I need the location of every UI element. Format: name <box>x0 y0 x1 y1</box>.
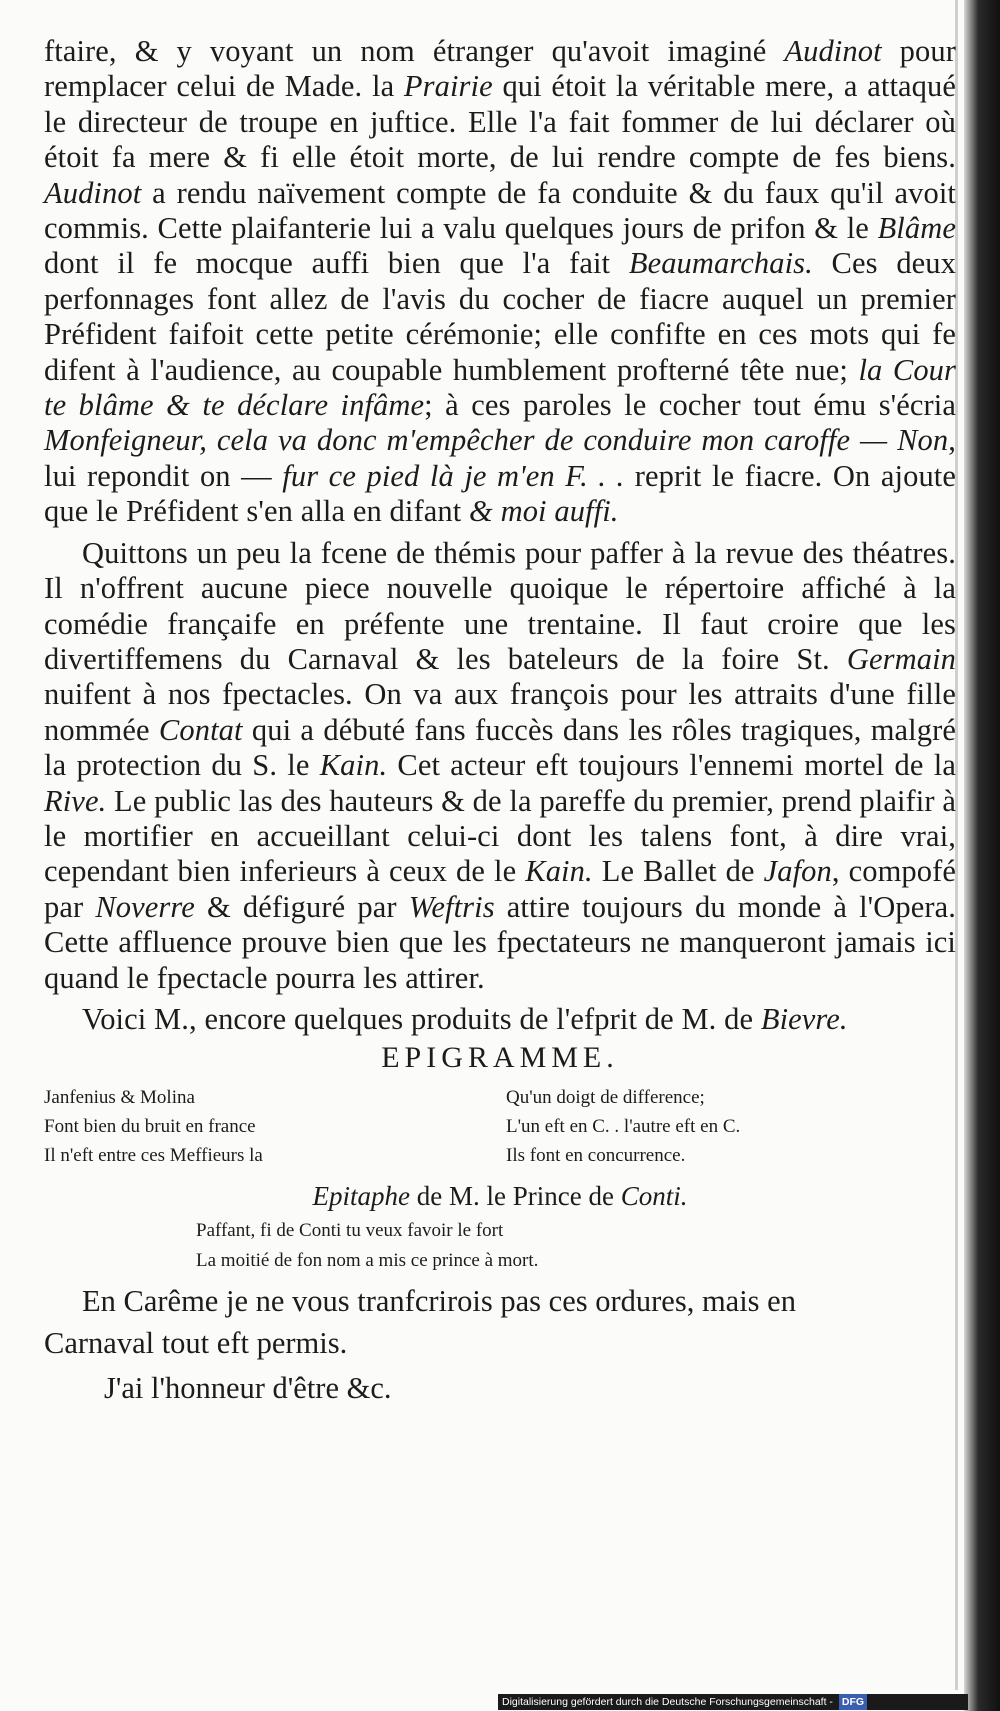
text-run: Cet acteur eft toujours l'ennemi mortel de la <box>387 748 956 783</box>
epigram-title: EPIGRAMME. <box>381 1041 619 1075</box>
text-run: pour remplacer celui de Made. la <box>44 34 956 104</box>
text-run: Quittons un peu la fcene de thémis pour paffer à la revue des théatres. Il n'offrent aucune piece nouvelle quoique le répertoire affiché à la comédie françaife en préfente une trentaine. Il faut croire que les divertiffemens du Carnaval & les bateleurs de la foire St. <box>44 535 956 676</box>
italic-quote: la Cour te blâme & te déclare infâme <box>44 352 956 423</box>
text-run: , compofé par <box>44 854 956 924</box>
text-run: Ces deux perfonnages font allez de l'avis du cocher de fiacre auquel un premier Préfident faifoit cette petite cérémonie; elle confifte en ces mots qui fe difent à l'audience, au coupable humblement profterné tête nue; <box>44 246 957 387</box>
italic-name: Kain. <box>525 854 593 889</box>
text-run: a rendu naïvement compte de fa conduite & du faux qu'il avoit commis. Cette plaifanterie lui a valu quelques jours de prifon & le <box>44 175 956 246</box>
italic-name: Contat <box>158 712 243 747</box>
italic-name: Audinot <box>44 175 142 210</box>
italic-quote: & moi auffi. <box>469 494 619 529</box>
footer-text: Digitalisierung gefördert durch die Deutsche Forschungsgemeinschaft - <box>502 1696 833 1708</box>
text-run: Conti. <box>620 1181 688 1212</box>
text-run: attire toujours du monde à l'Opera. Cette affluence prouve bien que les fpectateurs ne manqueront jamais ici quand le fpectacle pourra les attirer. <box>44 889 956 995</box>
verse-line: La moitié de fon nom a mis ce prince à mort. <box>196 1250 539 1272</box>
verse-line: Janfenius & Molina <box>44 1087 195 1109</box>
verse-line: Ils font en concurrence. <box>506 1145 686 1167</box>
text-run: qui étoit la véritable mere, a attaqué le directeur de troupe en juftice. Elle l'a fait fommer de lui déclarer où étoit fa mere & fi elle étoit morte, de lui rendre compte de fes biens. <box>44 69 956 175</box>
intro-line <box>44 1002 956 1037</box>
verse-line: Qu'un doigt de difference; <box>506 1087 705 1109</box>
text-run: nuifent à nos fpectacles. On va aux françois pour les attraits d'une fille nommée <box>44 677 956 747</box>
italic-name: Blâme <box>877 211 956 246</box>
italic-name: Weftris <box>408 889 495 924</box>
paragraph-theatres <box>44 536 956 996</box>
italic-name: Audinot <box>784 34 882 68</box>
dfg-logo: DFG <box>839 1694 867 1710</box>
epitaph-title <box>44 1176 956 1216</box>
italic-name: Beaumarchais. <box>628 246 813 281</box>
epitaph-body <box>196 1216 956 1276</box>
verse-line: L'un eft en C. . l'autre eft en C. <box>506 1116 741 1138</box>
text-run: Le public las des hauteurs & de la pareffe du premier, prend plaifir à le mortifier en accueillant celui-ci dont les talens font, à dire vrai, cependant bien inferieurs à ceux de le <box>44 783 956 889</box>
italic-name: Prairie <box>403 69 493 104</box>
epigram-right-column <box>506 1083 906 1170</box>
digitization-footer <box>498 1694 968 1710</box>
text-run: qui a débuté fans fuccès dans les rôles tragiques, malgré la protection du S. le <box>44 712 956 783</box>
epigram-body <box>44 1083 956 1170</box>
text-run: reprit le fiacre. On ajoute que le Préfident s'en alla en difant <box>44 458 957 529</box>
text-run: Epitaphe <box>312 1181 411 1212</box>
verse-line: Il n'eft entre ces Meffieurs la <box>44 1145 263 1167</box>
signoff: J'ai l'honneur d'être &c. <box>104 1371 392 1406</box>
page-binding-edge <box>964 0 1000 1711</box>
closing-line-1: En Carême je ne vous tranfcrirois pas ces ordures, mais en <box>82 1284 796 1319</box>
italic-name: Kain. <box>319 748 388 783</box>
italic-name: Jafon <box>763 854 832 889</box>
epigram-left-column <box>44 1083 506 1170</box>
text-run: ; à ces paroles le cocher tout ému s'écria <box>424 388 957 423</box>
verse-line: Font bien du bruit en france <box>44 1116 256 1138</box>
text-run: dont il fe mocque auffi bien que l'a fait <box>44 246 629 281</box>
document-page <box>44 34 956 1410</box>
text-run: de M. le Prince de <box>410 1181 621 1212</box>
text-run: Voici M., encore quelques produits de l'efprit de M. de <box>82 1001 761 1036</box>
text-run: Le Ballet de <box>592 854 764 889</box>
italic-name: Germain <box>846 641 956 676</box>
closing-line-2: Carnaval tout eft permis. <box>44 1326 348 1361</box>
italic-name: Noverre <box>95 889 195 924</box>
italic-name: Bievre. <box>760 1001 848 1036</box>
italic-quote: fur ce pied là je m'en F. . . <box>282 458 625 493</box>
text-run: & défiguré par <box>194 889 409 924</box>
text-run: , lui repondit on — <box>44 423 956 493</box>
italic-name: Rive. <box>44 783 107 818</box>
text-run: ftaire, & y voyant un nom étranger qu'avoit imaginé <box>44 34 785 68</box>
italic-quote: Monfeigneur, cela va donc m'empêcher de conduire mon caroffe — Non <box>44 423 949 458</box>
verse-line: Paffant, fi de Conti tu veux favoir le fort <box>196 1220 504 1242</box>
paragraph-audinot <box>44 34 956 530</box>
